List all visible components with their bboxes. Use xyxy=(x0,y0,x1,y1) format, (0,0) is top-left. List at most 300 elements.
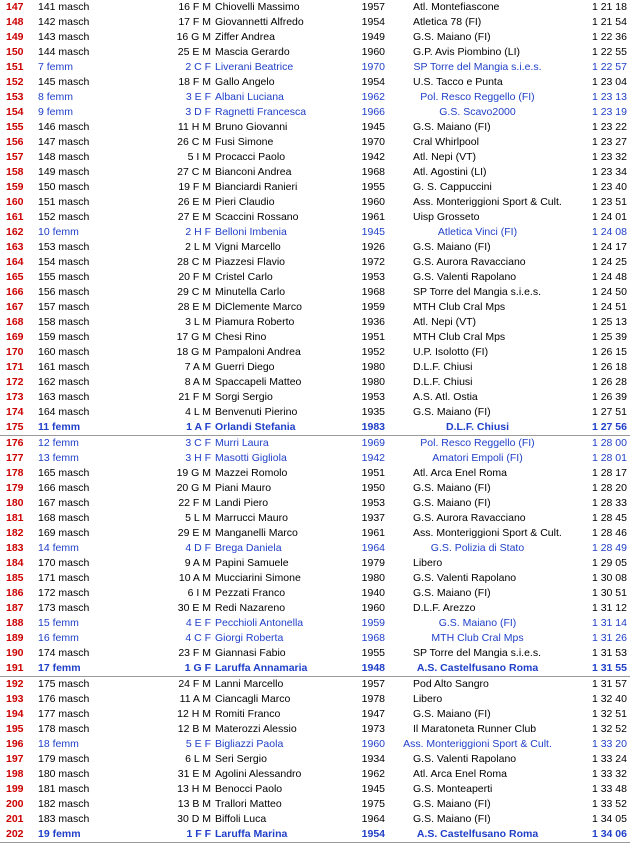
club-cell: Amatori Empoli (FI) xyxy=(432,452,523,464)
athlete-name-cell: Vigni Marcello xyxy=(215,241,281,253)
finish-time-cell: 1 30 51 xyxy=(591,587,627,599)
position-cell: 177 xyxy=(6,452,24,464)
finish-time-cell: 1 34 06 xyxy=(570,827,630,843)
bib-number-cell: 181 masch xyxy=(38,783,90,795)
athlete-name-cell: Seri Sergio xyxy=(215,753,267,765)
position-cell: 170 xyxy=(6,346,24,358)
position-cell: 192 xyxy=(6,678,24,690)
table-row xyxy=(0,601,630,616)
category-cell: 19 G M xyxy=(176,467,211,479)
finish-time-cell: 1 23 22 xyxy=(591,121,627,133)
club-cell: Libero xyxy=(413,693,443,705)
finish-time-cell: 1 31 26 xyxy=(591,632,627,644)
bib-number-cell: 155 masch xyxy=(38,271,90,283)
position-cell: 156 xyxy=(6,136,24,148)
birth-year-cell: 1961 xyxy=(361,211,385,223)
club-cell: Pod Alto Sangro xyxy=(413,678,489,690)
category-cell: 2 H F xyxy=(185,226,211,238)
table-row xyxy=(0,90,630,105)
table-row xyxy=(0,60,630,75)
birth-year-cell: 1961 xyxy=(361,527,385,539)
position-cell: 169 xyxy=(6,331,24,343)
bib-number-cell: 12 femm xyxy=(38,437,79,449)
athlete-name-cell: Benocci Paolo xyxy=(215,783,283,795)
category-cell: 5 E F xyxy=(185,738,211,750)
position-cell: 189 xyxy=(6,632,24,644)
category-cell: 1 G F xyxy=(132,661,211,677)
club-cell: G.P. Avis Piombino (LI) xyxy=(413,46,520,58)
position-cell: 195 xyxy=(6,723,24,735)
club-cell: SP Torre del Mangia s.i.e.s. xyxy=(413,61,542,73)
birth-year-cell: 1945 xyxy=(361,783,385,795)
club-cell: MTH Club Cral Mps xyxy=(413,301,506,313)
finish-time-cell: 1 33 52 xyxy=(591,798,627,810)
table-row xyxy=(0,0,630,15)
table-row xyxy=(0,375,630,390)
table-row xyxy=(0,75,630,90)
table-row xyxy=(0,120,630,135)
bib-number-cell: 170 masch xyxy=(38,557,90,569)
birth-year-cell: 1962 xyxy=(361,768,385,780)
birth-year-cell: 1951 xyxy=(361,467,385,479)
bib-number-cell: 10 femm xyxy=(38,226,79,238)
bib-number-cell: 8 femm xyxy=(38,91,74,103)
category-cell: 29 C M xyxy=(177,286,211,298)
club-cell: Atl. Nepi (VT) xyxy=(413,151,477,163)
position-cell: 185 xyxy=(6,572,24,584)
club-cell: Il Maratoneta Runner Club xyxy=(413,723,537,735)
category-cell: 10 A M xyxy=(178,572,211,584)
club-cell: G.S. Maiano (FI) xyxy=(413,813,491,825)
table-row xyxy=(0,767,630,782)
bib-number-cell: 14 femm xyxy=(38,542,79,554)
athlete-name-cell: Biffoli Luca xyxy=(215,813,267,825)
finish-time-cell: 1 27 51 xyxy=(591,406,627,418)
category-cell: 1 A F xyxy=(132,420,211,436)
bib-number-cell: 175 masch xyxy=(38,678,90,690)
bib-number-cell: 168 masch xyxy=(38,512,90,524)
birth-year-cell: 1959 xyxy=(361,301,385,313)
athlete-name-cell: Piani Mauro xyxy=(215,482,272,494)
table-row xyxy=(0,135,630,150)
category-cell: 17 G M xyxy=(176,331,211,343)
table-row xyxy=(0,752,630,767)
athlete-name-cell: Bruno Giovanni xyxy=(215,121,288,133)
category-cell: 8 A M xyxy=(184,376,211,388)
bib-number-cell: 17 femm xyxy=(38,661,132,677)
finish-time-cell: 1 30 08 xyxy=(591,572,627,584)
category-cell: 3 L M xyxy=(185,316,211,328)
athlete-name-cell: Pezzati Franco xyxy=(215,587,286,599)
table-row xyxy=(0,812,630,827)
table-row xyxy=(0,631,630,646)
category-cell: 5 L M xyxy=(185,512,211,524)
table-row xyxy=(0,150,630,165)
category-cell: 27 E M xyxy=(177,211,211,223)
table-row xyxy=(0,451,630,466)
athlete-name-cell: Landi Piero xyxy=(215,497,269,509)
finish-time-cell: 1 28 17 xyxy=(591,467,627,479)
athlete-name-cell: Piamura Roberto xyxy=(215,316,295,328)
position-cell: 179 xyxy=(6,482,24,494)
category-cell: 30 D M xyxy=(177,813,211,825)
category-cell: 28 E M xyxy=(177,301,211,313)
bib-number-cell: 182 masch xyxy=(38,798,90,810)
category-cell: 18 F M xyxy=(178,76,211,88)
bib-number-cell: 154 masch xyxy=(38,256,90,268)
position-cell: 173 xyxy=(6,391,24,403)
athlete-name-cell: Chiovelli Massimo xyxy=(215,1,300,13)
table-row xyxy=(0,737,630,752)
position-cell: 187 xyxy=(6,602,24,614)
table-row xyxy=(0,827,630,843)
position-cell: 183 xyxy=(6,542,24,554)
club-cell: MTH Club Cral Mps xyxy=(413,331,506,343)
birth-year-cell: 1980 xyxy=(361,572,385,584)
bib-number-cell: 141 masch xyxy=(38,1,90,13)
bib-number-cell: 144 masch xyxy=(38,46,90,58)
table-row xyxy=(0,285,630,300)
category-cell: 29 E M xyxy=(177,527,211,539)
finish-time-cell: 1 24 50 xyxy=(591,286,627,298)
club-cell: Uisp Grosseto xyxy=(413,211,480,223)
bib-number-cell: 151 masch xyxy=(38,196,90,208)
finish-time-cell: 1 22 36 xyxy=(591,31,627,43)
position-cell: 181 xyxy=(6,512,24,524)
athlete-name-cell: Ragnetti Francesca xyxy=(215,106,307,118)
position-cell: 198 xyxy=(6,768,24,780)
bib-number-cell: 16 femm xyxy=(38,632,79,644)
bib-number-cell: 163 masch xyxy=(38,391,90,403)
position-cell: 180 xyxy=(6,497,24,509)
category-cell: 4 E F xyxy=(185,617,211,629)
birth-year-cell: 1952 xyxy=(361,346,385,358)
finish-time-cell: 1 26 18 xyxy=(591,361,627,373)
bib-number-cell: 183 masch xyxy=(38,813,90,825)
position-cell: 167 xyxy=(6,301,24,313)
birth-year-cell: 1964 xyxy=(361,542,385,554)
table-row xyxy=(0,692,630,707)
birth-year-cell: 1983 xyxy=(341,420,385,436)
birth-year-cell: 1962 xyxy=(361,91,385,103)
athlete-name-cell: Bianconi Andrea xyxy=(215,166,292,178)
table-row xyxy=(0,646,630,661)
bib-number-cell: 149 masch xyxy=(38,166,90,178)
category-cell: 21 F M xyxy=(178,391,211,403)
category-cell: 18 G M xyxy=(176,346,211,358)
club-cell: Atl. Arca Enel Roma xyxy=(413,467,507,479)
position-cell: 157 xyxy=(6,151,24,163)
bib-number-cell: 19 femm xyxy=(38,827,132,843)
club-cell: MTH Club Cral Mps xyxy=(431,632,524,644)
birth-year-cell: 1960 xyxy=(361,46,385,58)
bib-number-cell: 177 masch xyxy=(38,708,90,720)
category-cell: 5 I M xyxy=(187,151,211,163)
bib-number-cell: 161 masch xyxy=(38,361,90,373)
finish-time-cell: 1 23 13 xyxy=(591,91,627,103)
athlete-name-cell: Mucciarini Simone xyxy=(215,572,301,584)
athlete-name-cell: Materozzi Alessio xyxy=(215,723,297,735)
position-cell: 194 xyxy=(6,708,24,720)
table-row xyxy=(0,782,630,797)
club-cell: Atl. Agostini (LI) xyxy=(413,166,487,178)
club-cell: G.S. Valenti Rapolano xyxy=(413,572,517,584)
position-cell: 155 xyxy=(6,121,24,133)
birth-year-cell: 1953 xyxy=(361,391,385,403)
finish-time-cell: 1 31 14 xyxy=(591,617,627,629)
bib-number-cell: 166 masch xyxy=(38,482,90,494)
club-cell: Ass. Monteriggioni Sport & Cult. xyxy=(413,527,562,539)
athlete-name-cell: Orlandi Stefania xyxy=(211,420,341,436)
athlete-name-cell: Ziffer Andrea xyxy=(215,31,275,43)
table-row xyxy=(0,466,630,481)
finish-time-cell: 1 26 39 xyxy=(591,391,627,403)
table-row xyxy=(0,390,630,405)
club-cell: G.S. Maiano (FI) xyxy=(413,497,491,509)
club-cell: Atl. Montefiascone xyxy=(413,1,500,13)
position-cell: 172 xyxy=(6,376,24,388)
club-cell: G.S. Monteaperti xyxy=(413,783,493,795)
birth-year-cell: 1979 xyxy=(361,557,385,569)
bib-number-cell: 15 femm xyxy=(38,617,79,629)
bib-number-cell: 146 masch xyxy=(38,121,90,133)
athlete-name-cell: Giovannetti Alfredo xyxy=(215,16,304,28)
category-cell: 20 G M xyxy=(176,482,211,494)
finish-time-cell: 1 23 34 xyxy=(591,166,627,178)
club-cell: G.S. Maiano (FI) xyxy=(438,617,517,629)
bib-number-cell: 148 masch xyxy=(38,151,90,163)
position-cell: 196 xyxy=(6,738,24,750)
athlete-name-cell: Fusi Simone xyxy=(215,136,274,148)
bib-number-cell: 157 masch xyxy=(38,301,90,313)
finish-time-cell: 1 31 57 xyxy=(591,678,627,690)
finish-time-cell: 1 21 18 xyxy=(591,1,627,13)
finish-time-cell: 1 33 32 xyxy=(591,768,627,780)
athlete-name-cell: Piazzesi Flavio xyxy=(215,256,286,268)
category-cell: 20 F M xyxy=(178,271,211,283)
club-cell: G.S. Aurora Ravacciano xyxy=(413,256,526,268)
category-cell: 2 L M xyxy=(185,241,211,253)
birth-year-cell: 1954 xyxy=(361,16,385,28)
table-row xyxy=(0,661,630,677)
finish-time-cell: 1 32 40 xyxy=(591,693,627,705)
birth-year-cell: 1936 xyxy=(361,316,385,328)
athlete-name-cell: Bigliazzi Paola xyxy=(215,738,284,750)
finish-time-cell: 1 28 33 xyxy=(591,497,627,509)
bib-number-cell: 165 masch xyxy=(38,467,90,479)
position-cell: 162 xyxy=(6,226,24,238)
club-cell: G.S. Maiano (FI) xyxy=(413,798,491,810)
athlete-name-cell: Manganelli Marco xyxy=(215,527,298,539)
category-cell: 4 L M xyxy=(185,406,211,418)
athlete-name-cell: Mascia Gerardo xyxy=(215,46,290,58)
club-cell: SP Torre del Mangia s.i.e.s. xyxy=(413,286,542,298)
athlete-name-cell: Brega Daniela xyxy=(215,542,282,554)
table-row xyxy=(0,180,630,195)
birth-year-cell: 1969 xyxy=(361,437,385,449)
birth-year-cell: 1937 xyxy=(361,512,385,524)
athlete-name-cell: Trallori Matteo xyxy=(215,798,282,810)
position-cell: 159 xyxy=(6,181,24,193)
athlete-name-cell: Belloni Imbenia xyxy=(215,226,287,238)
table-row xyxy=(0,255,630,270)
birth-year-cell: 1964 xyxy=(361,813,385,825)
club-cell: G.S. Maiano (FI) xyxy=(413,31,491,43)
position-cell: 166 xyxy=(6,286,24,298)
finish-time-cell: 1 22 55 xyxy=(591,46,627,58)
birth-year-cell: 1945 xyxy=(361,226,385,238)
bib-number-cell: 179 masch xyxy=(38,753,90,765)
finish-time-cell: 1 28 00 xyxy=(591,437,627,449)
category-cell: 3 C F xyxy=(185,437,211,449)
bib-number-cell: 158 masch xyxy=(38,316,90,328)
athlete-name-cell: Lanni Marcello xyxy=(215,678,284,690)
category-cell: 13 H M xyxy=(177,783,211,795)
athlete-name-cell: Minutella Carlo xyxy=(215,286,286,298)
athlete-name-cell: Giannasi Fabio xyxy=(215,647,286,659)
table-row xyxy=(0,300,630,315)
bib-number-cell: 173 masch xyxy=(38,602,90,614)
finish-time-cell: 1 28 49 xyxy=(591,542,627,554)
bib-number-cell: 7 femm xyxy=(38,61,74,73)
category-cell: 16 F M xyxy=(178,1,211,13)
bib-number-cell: 142 masch xyxy=(38,16,90,28)
table-row xyxy=(0,436,630,452)
club-cell: G.S. Valenti Rapolano xyxy=(413,271,517,283)
category-cell: 23 F M xyxy=(178,647,211,659)
position-cell: 150 xyxy=(6,46,24,58)
bib-number-cell: 143 masch xyxy=(38,31,90,43)
category-cell: 16 G M xyxy=(176,31,211,43)
bib-number-cell: 147 masch xyxy=(38,136,90,148)
finish-time-cell: 1 25 13 xyxy=(591,316,627,328)
bib-number-cell: 153 masch xyxy=(38,241,90,253)
table-row xyxy=(0,105,630,120)
category-cell: 6 L M xyxy=(185,753,211,765)
club-cell: D.L.F. Arezzo xyxy=(413,602,476,614)
birth-year-cell: 1960 xyxy=(361,602,385,614)
position-cell: 190 xyxy=(6,647,24,659)
position-cell: 193 xyxy=(6,693,24,705)
category-cell: 28 C M xyxy=(177,256,211,268)
position-cell: 188 xyxy=(6,617,24,629)
table-row xyxy=(0,797,630,812)
position-cell: 158 xyxy=(6,166,24,178)
category-cell: 26 C M xyxy=(177,136,211,148)
finish-time-cell: 1 34 05 xyxy=(591,813,627,825)
athlete-name-cell: Benvenuti Pierino xyxy=(215,406,298,418)
table-row xyxy=(0,195,630,210)
bib-number-cell: 174 masch xyxy=(38,647,90,659)
finish-time-cell: 1 21 54 xyxy=(591,16,627,28)
category-cell: 11 H M xyxy=(177,121,211,133)
position-cell: 171 xyxy=(6,361,24,373)
table-row xyxy=(0,511,630,526)
finish-time-cell: 1 31 55 xyxy=(570,661,630,677)
bib-number-cell: 164 masch xyxy=(38,406,90,418)
birth-year-cell: 1959 xyxy=(361,617,385,629)
athlete-name-cell: Pecchioli Antonella xyxy=(215,617,304,629)
table-row xyxy=(0,677,630,693)
bib-number-cell: 172 masch xyxy=(38,587,90,599)
birth-year-cell: 1973 xyxy=(361,723,385,735)
club-cell: Pol. Resco Reggello (FI) xyxy=(420,437,535,449)
club-cell: D.L.F. Chiusi xyxy=(413,376,473,388)
table-row xyxy=(0,45,630,60)
finish-time-cell: 1 28 01 xyxy=(591,452,627,464)
birth-year-cell: 1945 xyxy=(361,121,385,133)
birth-year-cell: 1966 xyxy=(361,106,385,118)
bib-number-cell: 9 femm xyxy=(38,106,74,118)
birth-year-cell: 1968 xyxy=(361,286,385,298)
category-cell: 12 B M xyxy=(177,723,211,735)
birth-year-cell: 1955 xyxy=(361,647,385,659)
bib-number-cell: 152 masch xyxy=(38,211,90,223)
birth-year-cell: 1954 xyxy=(341,827,385,843)
category-cell: 3 H F xyxy=(185,452,211,464)
athlete-name-cell: Redi Nazareno xyxy=(215,602,286,614)
athlete-name-cell: Ciancagli Marco xyxy=(215,693,291,705)
category-cell: 26 E M xyxy=(177,196,211,208)
position-cell: 201 xyxy=(6,813,24,825)
finish-time-cell: 1 33 24 xyxy=(591,753,627,765)
position-cell: 165 xyxy=(6,271,24,283)
bib-number-cell: 180 masch xyxy=(38,768,90,780)
birth-year-cell: 1980 xyxy=(361,361,385,373)
club-cell: Libero xyxy=(413,557,443,569)
athlete-name-cell: Procacci Paolo xyxy=(215,151,286,163)
athlete-name-cell: Scaccini Rossano xyxy=(215,211,299,223)
table-row xyxy=(0,330,630,345)
athlete-name-cell: Murri Laura xyxy=(215,437,269,449)
club-cell: G.S. Maiano (FI) xyxy=(413,482,491,494)
finish-time-cell: 1 25 39 xyxy=(591,331,627,343)
birth-year-cell: 1960 xyxy=(361,738,385,750)
athlete-name-cell: Albani Luciana xyxy=(215,91,284,103)
finish-time-cell: 1 23 27 xyxy=(591,136,627,148)
club-cell: Atletica 78 (FI) xyxy=(413,16,482,28)
club-cell: U.S. Tacco e Punta xyxy=(413,76,503,88)
athlete-name-cell: Pampaloni Andrea xyxy=(215,346,301,358)
birth-year-cell: 1948 xyxy=(341,661,385,677)
club-cell: Ass. Monteriggioni Sport & Cult. xyxy=(413,196,562,208)
athlete-name-cell: Masotti Gigliola xyxy=(215,452,287,464)
bib-number-cell: 167 masch xyxy=(38,497,90,509)
category-cell: 6 I M xyxy=(187,587,211,599)
finish-time-cell: 1 23 19 xyxy=(591,106,627,118)
club-cell: G.S. Polizia di Stato xyxy=(430,542,525,554)
club-cell: SP Torre del Mangia s.i.e.s. xyxy=(413,647,542,659)
club-cell: A.S. Castelfusano Roma xyxy=(385,827,570,843)
birth-year-cell: 1953 xyxy=(361,497,385,509)
athlete-name-cell: Bianciardi Ranieri xyxy=(215,181,298,193)
athlete-name-cell: Giorgi Roberta xyxy=(215,632,284,644)
table-row xyxy=(0,315,630,330)
athlete-name-cell: Spaccapeli Matteo xyxy=(215,376,302,388)
bib-number-cell: 169 masch xyxy=(38,527,90,539)
category-cell: 4 C F xyxy=(185,632,211,644)
position-cell: 147 xyxy=(6,1,24,13)
birth-year-cell: 1935 xyxy=(361,406,385,418)
position-cell: 199 xyxy=(6,783,24,795)
position-cell: 151 xyxy=(6,61,24,73)
club-cell: U.P. Isolotto (FI) xyxy=(413,346,489,358)
category-cell: 22 F M xyxy=(178,497,211,509)
category-cell: 3 D F xyxy=(185,106,211,118)
position-cell: 182 xyxy=(6,527,24,539)
athlete-name-cell: Liverani Beatrice xyxy=(215,61,294,73)
table-row xyxy=(0,586,630,601)
